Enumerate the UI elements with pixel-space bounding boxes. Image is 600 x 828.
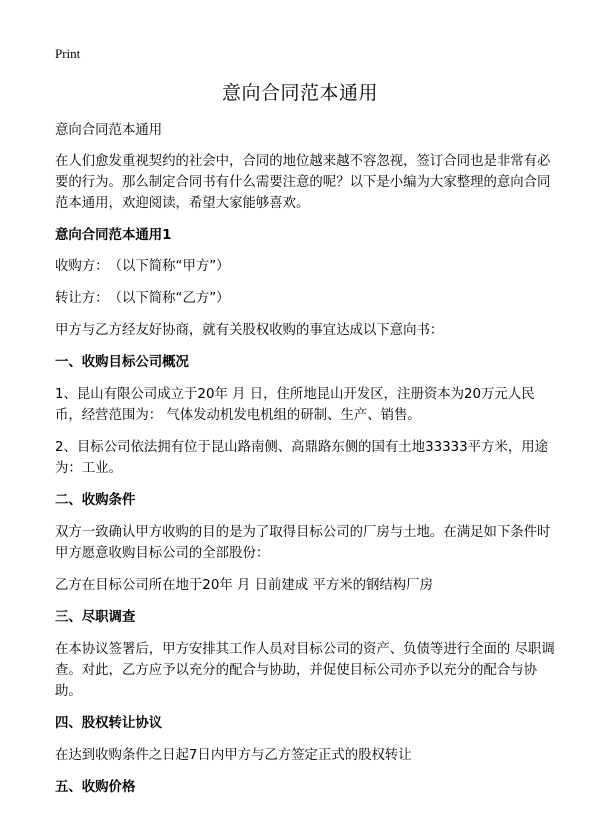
company-paragraph-1: 1、昆山有限公司成立于20年 月 日，住所地昆山开发区，注册资本为20万元人民币，经营范围为： 气体发动机发电机组的研制、生产、销售。 [55,387,535,423]
document-body [55,120,555,798]
factory-paragraph: 乙方在目标公司所在地于20年 月 日前建成 平方米的钢结构厂房 [55,578,433,593]
acquirer-line: 收购方： （以下简称“甲方”） [55,259,230,274]
print-link[interactable]: Print [55,46,81,61]
section-heading-share-transfer: 四、股权转让协议 [55,716,163,731]
transferor-line: 转让方： （以下简称“乙方”） [55,291,230,306]
subtitle-paragraph: 意向合同范本通用 [55,123,163,138]
company-paragraph-2: 2、目标公司依法拥有位于昆山路南侧、高鼎路东侧的国有土地33333平方米，用途为：工业。 [55,440,549,476]
section-heading-company-overview: 一、收购目标公司概况 [55,355,189,370]
due-diligence-paragraph: 在本协议签署后，甲方安排其工作人员对目标公司的资产、负债等进行全面的 尽职调查。对此，乙方应予以充分的配合与协助，并促使目标公司亦予以充分的配合与协助。 [55,642,555,699]
intro-paragraph: 在人们愈发重视契约的社会中，合同的地位越来越不容忽视，签订合同也是非常有必要的行为。那么制定合同书有什么需要注意的呢？以下是小编为大家整理的意向合同范本通用，欢迎阅读，希望大家能够喜欢。 [55,154,551,211]
section-heading-due-diligence: 三、尽职调查 [55,610,136,625]
section-heading-conditions: 二、收购条件 [55,493,136,508]
section-heading-price: 五、收购价格 [55,780,136,795]
section-heading-template-1: 意向合同范本通用1 [55,228,172,243]
negotiation-paragraph: 甲方与乙方经友好协商，就有关股权收购的事宜达成以下意向书： [55,323,444,338]
share-transfer-paragraph: 在达到收购条件之日起7日内甲方与乙方签定正式的股权转让 [55,748,412,763]
document-title: 意向合同范本通用 [221,82,378,104]
conditions-paragraph: 双方一致确认甲方收购的目的是为了取得目标公司的厂房与土地。在满足如下条件时甲方愿意收购目标公司的全部股份： [55,525,551,561]
